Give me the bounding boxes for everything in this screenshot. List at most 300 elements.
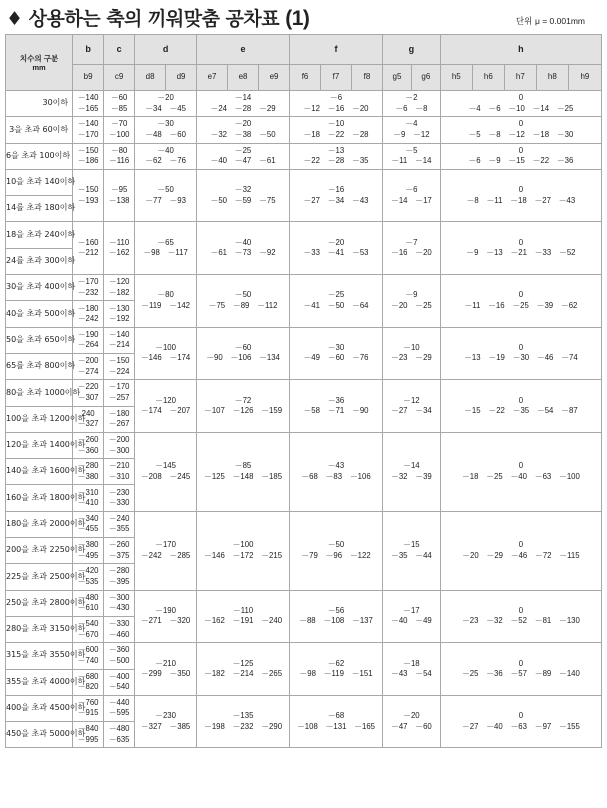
group-values <box>441 461 601 482</box>
value-pair <box>73 540 103 561</box>
upper-deviation: －360 <box>108 645 130 655</box>
title-text: 상용하는 축의 끼워맞춤 공차표 <box>28 8 280 30</box>
title-number: (1) <box>285 7 310 30</box>
group-values <box>135 146 196 167</box>
value-cell <box>104 406 135 432</box>
value-cell <box>104 117 135 143</box>
lower-deviation: －85 <box>110 103 128 113</box>
upper-deviation: －420 <box>77 566 99 576</box>
group-value-cell-g <box>383 643 441 696</box>
group-values <box>441 606 601 627</box>
table-body <box>6 35 602 748</box>
group-values <box>290 185 382 206</box>
group-value-cell-d <box>135 91 197 117</box>
value-pair <box>104 593 134 614</box>
lower-deviations: －47 －60 <box>391 721 432 731</box>
upper-deviation: －170 <box>155 540 176 550</box>
size-range-label: 50을 초과 650이하 <box>6 327 73 353</box>
group-values <box>197 540 289 561</box>
upper-deviation: －120 <box>108 277 130 287</box>
value-pair <box>104 409 134 430</box>
group-values <box>135 93 196 114</box>
group-value-cell-h <box>440 643 601 696</box>
group-values <box>441 659 601 680</box>
lower-deviations: －33 －41 －53 <box>303 248 369 258</box>
lower-deviations: －208 －245 <box>140 471 191 481</box>
lower-deviation: －242 <box>77 314 99 324</box>
unit-value: μ = 0.001mm <box>534 16 585 26</box>
group-value-cell-h <box>440 327 601 380</box>
group-value-cell-d <box>135 511 197 590</box>
upper-deviation: －40 <box>234 237 252 247</box>
group-values <box>290 396 382 417</box>
lower-deviations: －11 －16 －25 －39 －62 <box>464 300 578 310</box>
group-values <box>383 711 440 732</box>
value-pair <box>104 277 134 298</box>
group-value-cell-h <box>440 590 601 643</box>
table-row <box>6 117 602 143</box>
group-header-d: d <box>135 35 197 65</box>
value-pair <box>104 461 134 482</box>
group-values <box>135 185 196 206</box>
size-range-label: 10을 초과 140이하 <box>6 169 73 195</box>
upper-deviation: －220 <box>77 382 99 392</box>
size-range-label: 100을 초과 1200이하 <box>6 406 73 432</box>
lower-deviations: －4 －6 －10 －14 －25 <box>468 103 574 113</box>
upper-deviation: －680 <box>77 671 99 681</box>
class-header-e8: e8 <box>228 65 259 91</box>
size-range-label: 14를 초과 180이하 <box>6 196 73 222</box>
lower-deviation: －182 <box>108 287 130 297</box>
value-cell <box>73 91 104 117</box>
class-header-h6: h6 <box>472 65 504 91</box>
value-pair <box>73 356 103 377</box>
value-cell <box>104 459 135 485</box>
value-pair <box>73 277 103 298</box>
lower-deviations: －18 －22 －28 <box>303 129 369 139</box>
group-values <box>290 461 382 482</box>
group-header-g: g <box>383 35 441 65</box>
group-values <box>441 93 601 114</box>
upper-deviation: －6 <box>405 185 418 195</box>
lower-deviation: －395 <box>108 576 130 586</box>
upper-deviation: －145 <box>155 461 176 471</box>
value-pair <box>73 619 103 640</box>
upper-deviation: 0 <box>518 395 524 405</box>
upper-deviation: －130 <box>108 303 130 313</box>
group-values <box>197 659 289 680</box>
upper-deviation: －540 <box>77 619 99 629</box>
lower-deviations: －43 －54 <box>391 669 432 679</box>
value-pair <box>73 514 103 535</box>
lower-deviations: －146 －172 －215 <box>204 550 283 560</box>
value-cell <box>73 117 104 143</box>
group-value-cell-g <box>383 511 441 590</box>
group-value-cell-h <box>440 695 601 748</box>
lower-deviation: －193 <box>77 195 99 205</box>
lower-deviation: －375 <box>108 550 130 560</box>
lower-deviations: －41 －50 －64 <box>303 300 369 310</box>
group-values <box>135 606 196 627</box>
upper-deviation: －18 <box>403 658 420 668</box>
group-value-cell-f <box>290 117 383 143</box>
group-value-cell-e <box>197 222 290 275</box>
group-values <box>197 146 289 167</box>
upper-deviation: －10 <box>403 342 420 352</box>
value-cell <box>73 616 104 642</box>
value-cell <box>104 616 135 642</box>
lower-deviations: －174 －207 <box>140 406 191 416</box>
lower-deviations: －79 －96 －122 <box>301 550 371 560</box>
upper-deviation: －200 <box>108 434 130 444</box>
table-row <box>6 327 602 353</box>
size-range-label: 225을 초과 2500이하 <box>6 564 73 590</box>
size-header-unit: mm <box>32 62 46 72</box>
lower-deviations: －88 －108 －137 <box>299 616 373 626</box>
size-range-label: 280을 초과 3150이하 <box>6 616 73 642</box>
upper-deviation: －760 <box>77 697 99 707</box>
upper-deviation: －840 <box>77 724 99 734</box>
lower-deviations: －77 －93 <box>145 195 186 205</box>
group-values <box>197 711 289 732</box>
table-row <box>6 222 602 248</box>
lower-deviations: －32 －39 <box>391 471 432 481</box>
value-pair <box>73 724 103 745</box>
group-value-cell-d <box>135 169 197 222</box>
size-range-label: 355을 초과 4000이하 <box>6 669 73 695</box>
group-value-cell-g <box>383 380 441 433</box>
group-value-cell-f <box>290 327 383 380</box>
value-cell <box>104 301 135 327</box>
group-values <box>290 290 382 311</box>
value-pair <box>73 330 103 351</box>
value-pair <box>73 146 103 167</box>
value-cell <box>104 353 135 379</box>
class-header-g6: g6 <box>411 65 440 91</box>
group-value-cell-e <box>197 169 290 222</box>
lower-deviations: －108 －131 －165 <box>297 721 376 731</box>
group-values <box>383 343 440 364</box>
value-cell <box>104 143 135 169</box>
upper-deviation: －20 <box>234 119 252 129</box>
upper-deviation: －62 <box>327 658 345 668</box>
group-value-cell-f <box>290 222 383 275</box>
lower-deviation: －595 <box>108 708 130 718</box>
group-values <box>290 238 382 259</box>
group-values <box>197 185 289 206</box>
upper-deviation: －260 <box>77 434 99 444</box>
lower-deviations: －18 －25 －40 －63 －100 <box>461 471 580 481</box>
size-range-label: 3을 초과 60이하 <box>6 117 73 143</box>
group-value-cell-g <box>383 432 441 511</box>
value-pair <box>73 238 103 259</box>
group-value-cell-g <box>383 590 441 643</box>
size-range-label: 180을 초과 2000이하 <box>6 511 73 537</box>
group-value-cell-d <box>135 143 197 169</box>
upper-deviation: －95 <box>110 185 128 195</box>
group-values <box>135 461 196 482</box>
group-value-cell-h <box>440 511 601 590</box>
upper-deviation: －50 <box>157 185 174 195</box>
lower-deviations: －40 －47 －61 <box>210 156 276 166</box>
upper-deviation: 0 <box>518 185 524 195</box>
upper-deviation: 240 <box>81 408 95 418</box>
group-values <box>135 343 196 364</box>
upper-deviation: －43 <box>327 461 345 471</box>
upper-deviation: －80 <box>157 290 174 300</box>
group-values <box>383 396 440 417</box>
group-value-cell-h <box>440 380 601 433</box>
upper-deviation: －140 <box>108 329 130 339</box>
lower-deviations: －11 －14 <box>391 156 432 166</box>
lower-deviation: －360 <box>77 445 99 455</box>
upper-deviation: －20 <box>327 237 345 247</box>
lower-deviations: －27 －34 <box>391 406 432 416</box>
upper-deviation: －160 <box>77 237 99 247</box>
upper-deviation: －110 <box>232 605 254 615</box>
lower-deviation: －915 <box>77 708 99 718</box>
size-range-label: 65를 초과 800이하 <box>6 353 73 379</box>
size-range-label: 30이하 <box>6 91 73 117</box>
value-pair <box>73 119 103 140</box>
class-header-c9: c9 <box>104 65 135 91</box>
class-header-h5: h5 <box>440 65 472 91</box>
value-pair <box>104 304 134 325</box>
size-range-label: 24를 초과 300이하 <box>6 248 73 274</box>
table-row <box>6 432 602 458</box>
group-header-e: e <box>197 35 290 65</box>
value-cell <box>104 538 135 564</box>
value-cell <box>73 169 104 222</box>
value-cell <box>73 301 104 327</box>
upper-deviation: －16 <box>327 185 345 195</box>
group-value-cell-g <box>383 275 441 328</box>
group-value-cell-f <box>290 169 383 222</box>
lower-deviation: －186 <box>77 156 99 166</box>
lower-deviation: －214 <box>108 340 130 350</box>
size-range-label: 160을 초과 1800이하 <box>6 485 73 511</box>
group-values <box>290 119 382 140</box>
lower-deviation: －192 <box>108 314 130 324</box>
group-header-f: f <box>290 35 383 65</box>
group-values <box>197 343 289 364</box>
upper-deviation: －280 <box>77 461 99 471</box>
group-values <box>383 290 440 311</box>
class-header-e7: e7 <box>197 65 228 91</box>
value-pair <box>104 93 134 114</box>
group-values <box>383 238 440 259</box>
group-values <box>135 238 196 259</box>
upper-deviation: －110 <box>108 237 130 247</box>
lower-deviations: －40 －49 <box>391 616 432 626</box>
value-pair <box>73 698 103 719</box>
value-cell <box>104 590 135 616</box>
lower-deviation: －257 <box>108 392 130 402</box>
lower-deviation: －455 <box>77 524 99 534</box>
upper-deviation: －30 <box>327 342 345 352</box>
lower-deviations: －12 －16 －20 <box>303 103 369 113</box>
value-cell <box>73 222 104 275</box>
group-value-cell-g <box>383 327 441 380</box>
lower-deviations: －25 －36 －57 －89 －140 <box>461 669 580 679</box>
upper-deviation: －280 <box>108 566 130 576</box>
lower-deviation: －820 <box>77 682 99 692</box>
lower-deviations: －35 －44 <box>391 550 432 560</box>
value-cell <box>73 564 104 590</box>
size-column-header <box>6 35 73 91</box>
group-value-cell-g <box>383 117 441 143</box>
lower-deviation: －355 <box>108 524 130 534</box>
lower-deviation: －274 <box>77 366 99 376</box>
group-value-cell-e <box>197 695 290 748</box>
group-values <box>441 119 601 140</box>
lower-deviation: －610 <box>77 603 99 613</box>
class-header-f7: f7 <box>321 65 352 91</box>
group-values <box>441 146 601 167</box>
group-values <box>135 290 196 311</box>
size-range-label: 140을 초과 1600이하 <box>6 459 73 485</box>
value-cell <box>73 275 104 301</box>
upper-deviation: －310 <box>77 487 99 497</box>
value-cell <box>73 538 104 564</box>
group-value-cell-h <box>440 169 601 222</box>
upper-deviation: －330 <box>108 619 130 629</box>
value-cell <box>73 643 104 669</box>
diamond-bullet-icon: ♦ <box>6 8 23 30</box>
lower-deviation: －100 <box>108 129 130 139</box>
lower-deviations: －15 －22 －35 －54 －87 <box>464 406 578 416</box>
group-values <box>383 540 440 561</box>
upper-deviation: －36 <box>327 395 345 405</box>
upper-deviation: －135 <box>232 711 254 721</box>
lower-deviations: －9 －13 －21 －33 －52 <box>466 248 576 258</box>
group-value-cell-h <box>440 91 601 117</box>
upper-deviation: －120 <box>155 395 176 405</box>
lower-deviation: －460 <box>108 629 130 639</box>
unit-note <box>516 15 585 27</box>
upper-deviation: 0 <box>518 605 524 615</box>
upper-deviation: －340 <box>77 513 99 523</box>
value-cell <box>104 432 135 458</box>
lower-deviation: －540 <box>108 682 130 692</box>
size-range-label: 200을 초과 2250이하 <box>6 538 73 564</box>
group-values <box>197 238 289 259</box>
size-range-label: 30을 초과 400이하 <box>6 275 73 301</box>
upper-deviation: －2 <box>405 93 418 103</box>
group-value-cell-h <box>440 432 601 511</box>
class-header-h8: h8 <box>536 65 568 91</box>
value-pair <box>73 409 103 430</box>
group-value-cell-h <box>440 143 601 169</box>
group-values <box>290 711 382 732</box>
value-cell <box>73 590 104 616</box>
lower-deviations: －327 －385 <box>140 721 191 731</box>
class-header-h9: h9 <box>568 65 601 91</box>
upper-deviation: －32 <box>234 185 252 195</box>
group-values <box>441 343 601 364</box>
value-cell <box>73 485 104 511</box>
upper-deviation: －380 <box>77 540 99 550</box>
value-cell <box>73 327 104 353</box>
group-value-cell-g <box>383 222 441 275</box>
group-value-cell-d <box>135 643 197 696</box>
upper-deviation: －56 <box>327 605 345 615</box>
lower-deviations: －182 －214 －265 <box>204 669 283 679</box>
upper-deviation: －150 <box>77 145 99 155</box>
lower-deviations: －198 －232 －290 <box>204 721 283 731</box>
size-header-lines <box>6 54 72 72</box>
group-value-cell-g <box>383 695 441 748</box>
group-value-cell-e <box>197 143 290 169</box>
upper-deviation: －20 <box>403 711 420 721</box>
table-row <box>6 511 602 537</box>
lower-deviation: －330 <box>108 498 130 508</box>
value-pair <box>104 356 134 377</box>
upper-deviation: 0 <box>518 145 524 155</box>
lower-deviations: －14 －17 <box>391 195 432 205</box>
value-cell <box>73 459 104 485</box>
lower-deviation: －224 <box>108 366 130 376</box>
upper-deviation: 0 <box>518 461 524 471</box>
lower-deviation: －162 <box>108 248 130 258</box>
lower-deviation: －138 <box>108 195 130 205</box>
lower-deviation: －212 <box>77 248 99 258</box>
group-values <box>290 659 382 680</box>
table-row <box>6 643 602 669</box>
lower-deviation: －300 <box>108 445 130 455</box>
group-value-cell-f <box>290 275 383 328</box>
upper-deviation: －4 <box>405 119 418 129</box>
upper-deviation: －240 <box>108 513 130 523</box>
value-pair <box>104 672 134 693</box>
size-header-label: 치수의 구분 <box>19 53 59 63</box>
group-values <box>197 606 289 627</box>
upper-deviation: －180 <box>77 303 99 313</box>
size-range-label: 250을 초과 2800이하 <box>6 590 73 616</box>
lower-deviations: －90 －106 －134 <box>206 353 280 363</box>
upper-deviation: －210 <box>155 658 176 668</box>
lower-deviations: －8 －11 －18 －27 －43 <box>466 195 576 205</box>
upper-deviation: －25 <box>234 145 252 155</box>
group-value-cell-d <box>135 590 197 643</box>
value-cell <box>104 695 135 721</box>
group-values <box>383 185 440 206</box>
value-pair <box>104 645 134 666</box>
group-value-cell-e <box>197 643 290 696</box>
value-pair <box>104 698 134 719</box>
lower-deviations: －98 －119 －151 <box>299 669 373 679</box>
group-values <box>290 540 382 561</box>
upper-deviation: －13 <box>327 145 345 155</box>
group-values <box>197 290 289 311</box>
upper-deviation: －6 <box>329 93 343 103</box>
lower-deviations: －299 －350 <box>140 669 191 679</box>
value-cell <box>73 406 104 432</box>
group-values <box>383 461 440 482</box>
upper-deviation: －230 <box>108 487 130 497</box>
value-pair <box>104 540 134 561</box>
group-value-cell-d <box>135 327 197 380</box>
lower-deviation: －670 <box>77 629 99 639</box>
group-values <box>383 659 440 680</box>
value-pair <box>104 185 134 206</box>
unit-label: 단위 <box>515 17 533 27</box>
lower-deviations: －68 －83 －106 <box>301 471 371 481</box>
value-cell <box>104 511 135 537</box>
lower-deviations: －107 －126 －159 <box>204 406 283 416</box>
upper-deviation: －400 <box>108 671 130 681</box>
upper-deviation: －150 <box>108 356 130 366</box>
